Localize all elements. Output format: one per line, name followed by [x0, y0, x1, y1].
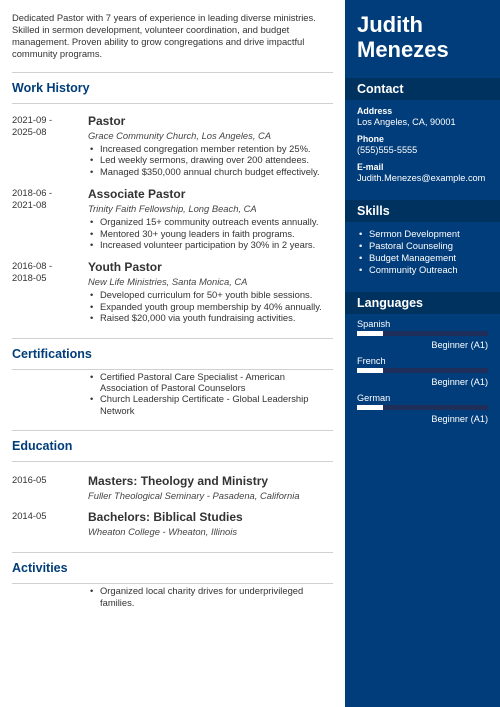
summary-text: Dedicated Pastor with 7 years of experience in leading diverse ministries. Skilled in sermon development, volunteer coordination, and budget management. Proven ability to grow congregations and drive impactful community programs. — [12, 12, 316, 59]
language-level: Beginner (A1) — [431, 414, 488, 424]
work-bullet: • Led weekly sermons, drawing over 200 attendees. — [88, 154, 333, 165]
language-name: Spanish — [357, 319, 391, 329]
email-value[interactable]: Judith.Menezes@example.com — [357, 173, 486, 183]
work-entry — [12, 114, 333, 177]
skills-heading: Skills — [345, 200, 500, 222]
section-divider — [12, 583, 333, 584]
degree: Bachelors — [88, 510, 147, 525]
work-body — [88, 187, 333, 250]
work-bullet: • Mentored 30+ young leaders in faith programs. — [88, 228, 333, 239]
school: Fuller Theological Seminary - Pasadena, California — [88, 490, 300, 502]
language-entry — [345, 319, 500, 351]
language-level-fill — [357, 331, 383, 336]
work-date-line: 2018-05 — [12, 272, 47, 284]
activity-item: • Organized local charity drives for underprivileged families. — [88, 585, 333, 608]
work-bullet: • Increased congregation member retention by 25%. — [88, 143, 333, 154]
work-date — [12, 260, 88, 323]
job-title: Youth Pastor — [88, 260, 162, 275]
section-divider — [12, 103, 333, 104]
address-value: Los Angeles, CA, 90001 — [357, 117, 456, 127]
work-bullet: • Increased volunteer participation by 30% in 2 years. — [88, 239, 333, 250]
language-entry — [345, 393, 500, 425]
skill-item: • Budget Management — [357, 252, 488, 264]
certifications-heading: Certifications — [12, 338, 333, 361]
work-bullets — [88, 143, 333, 177]
employer: New Life Ministries, Santa Monica, CA — [88, 276, 248, 288]
work-bullets — [88, 216, 333, 250]
language-name: French — [357, 356, 386, 366]
skill-item: • Pastoral Counseling — [357, 240, 488, 252]
education-date: 2016-05 — [12, 474, 47, 486]
work-bullet: • Organized 15+ community outreach events annually. — [88, 216, 333, 227]
work-bullet: • Managed $350,000 annual church budget effectively. — [88, 166, 333, 177]
language-level-bar — [357, 331, 488, 336]
section-divider — [12, 369, 333, 370]
education-body — [88, 510, 333, 538]
field-of-study: Theology and Ministry — [140, 474, 269, 489]
last-name: Menezes — [357, 37, 449, 62]
sidebar — [345, 0, 500, 707]
skills-list — [345, 222, 500, 276]
address-label: Address — [357, 106, 393, 116]
work-history-list — [12, 114, 333, 324]
language-entry — [345, 356, 500, 388]
contact-heading: Contact — [345, 78, 500, 100]
skill-item: • Community Outreach — [357, 264, 488, 276]
activities-heading: Activities — [12, 552, 333, 575]
field-of-study: Biblical Studies — [153, 510, 243, 525]
work-date-line: 2018-06 - — [12, 187, 53, 199]
education-heading: Education — [12, 430, 333, 453]
degree-title — [88, 510, 333, 524]
work-bullet: • Expanded youth group membership by 40% annually. — [88, 301, 333, 312]
school: Wheaton College - Wheaton, Illinois — [88, 526, 238, 538]
degree-separator: : — [146, 510, 154, 525]
skill-item: • Sermon Development — [357, 228, 488, 240]
language-level-fill — [357, 405, 383, 410]
activities-list — [88, 585, 333, 608]
education-entry — [12, 474, 333, 502]
work-date-line: 2025-08 — [12, 126, 47, 137]
work-date — [12, 114, 88, 177]
language-level-bar — [357, 405, 488, 410]
first-name: Judith — [357, 12, 423, 37]
education-entry — [12, 510, 333, 538]
work-bullet: • Raised $20,000 via youth fundraising activities. — [88, 312, 333, 323]
degree-title — [88, 474, 333, 488]
languages-list — [345, 319, 500, 425]
degree-separator: : — [133, 474, 141, 489]
job-title: Pastor — [88, 114, 126, 128]
section-divider — [12, 461, 333, 462]
candidate-name — [345, 0, 500, 62]
employer: Trinity Faith Fellowship, Long Beach, CA — [88, 203, 257, 215]
certification-item: • Church Leadership Certificate - Global Leadership Network — [88, 393, 333, 416]
work-date-line: 2021-08 — [12, 199, 47, 211]
certifications-list — [88, 371, 333, 417]
work-body — [88, 260, 333, 323]
language-level: Beginner (A1) — [431, 377, 488, 387]
languages-heading: Languages — [345, 292, 500, 314]
degree: Masters — [88, 474, 134, 489]
work-entry — [12, 187, 333, 250]
phone-value: (555)555-5555 — [357, 145, 418, 155]
job-title: Associate Pastor — [88, 187, 186, 202]
employer: Grace Community Church, Los Angeles, CA — [88, 130, 272, 141]
email-label: E-mail — [357, 162, 384, 172]
language-name: German — [357, 393, 391, 403]
work-entry — [12, 260, 333, 323]
language-level-fill — [357, 368, 383, 373]
phone-label: Phone — [357, 134, 384, 144]
work-bullet: • Developed curriculum for 50+ youth bible sessions. — [88, 289, 333, 300]
certification-item: • Certified Pastoral Care Specialist - American Association of Pastoral Counselors — [88, 371, 333, 394]
work-date-line: 2016-08 - — [12, 260, 53, 272]
work-body — [88, 114, 333, 177]
work-date-line: 2021-09 - — [12, 114, 53, 125]
education-date: 2014-05 — [12, 510, 47, 522]
work-bullets — [88, 289, 333, 323]
language-level: Beginner (A1) — [431, 340, 488, 350]
education-list — [12, 474, 333, 538]
education-body — [88, 474, 333, 502]
work-history-heading: Work History — [12, 72, 333, 95]
work-date — [12, 187, 88, 250]
language-level-bar — [357, 368, 488, 373]
